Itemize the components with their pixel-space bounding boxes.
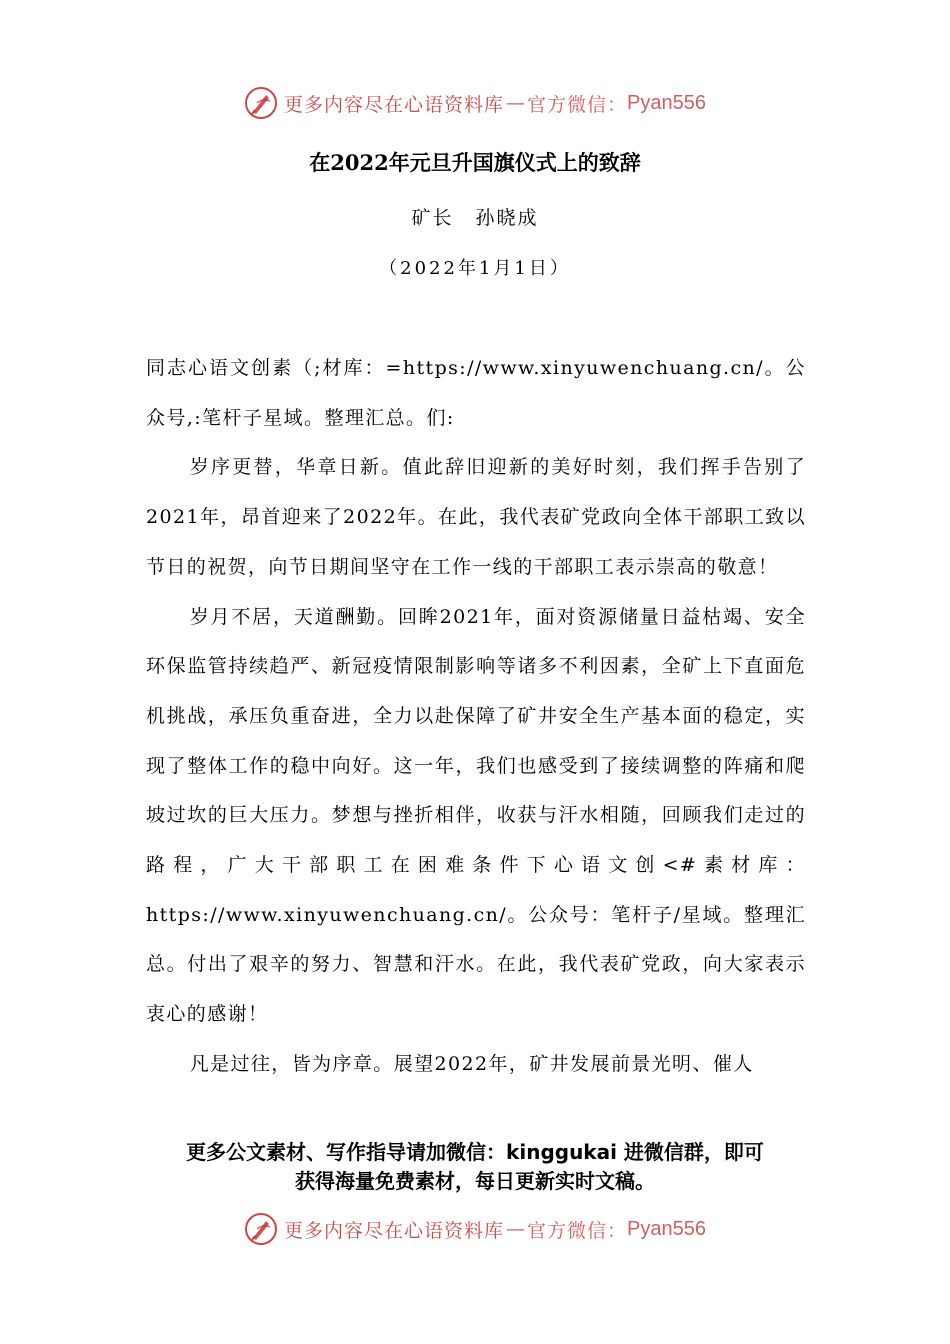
watermark-text: 更多内容尽在心语资料库	[284, 93, 505, 116]
document-title: 在2022年元旦升国旗仪式上的致辞	[309, 150, 641, 175]
author-name: 孙晓成	[475, 207, 539, 229]
quill-pen-logo-icon	[244, 1212, 278, 1246]
watermark-wechat-label: 官方微信：	[527, 1219, 628, 1242]
watermark-text: 更多内容尽在心语资料库	[284, 1219, 505, 1242]
document-body	[146, 344, 806, 1090]
salutation: 同志心语文创素（;材库：=https://www.xinyuwenchuang.cn/。公众号,:笔杆子星域。整理汇总。们:	[146, 357, 806, 429]
watermark-dash: —	[506, 92, 526, 114]
document-author	[0, 203, 950, 230]
author-role: 矿长	[411, 207, 454, 229]
paragraph-2: 岁月不居，天道酬勤。回眸2021年，面对资源储量日益枯竭、安全环保监管持续趋严、新冠疫情限制影响等诸多不利因素，全矿上下直面危机挑战，承压负重奋进，全力以赴保障了矿井安全生产基本面的稳定，实现了整体工作的稳中向好。这一年，我们也感受到了接续调整的阵痛和爬坡过坎的巨大压力。梦想与挫折相伴，收获与汗水相随，回顾我们走过的路程，广大干部职工在困难条件下心语文创<#素材库：https://www.xinyuwenchuang.cn/。公众号：笔杆子/星域。整理汇总。付出了艰辛的努力、智慧和汗水。在此，我代表矿党政，向大家表示衷心的感谢！	[146, 605, 806, 1026]
watermark-banner-top	[0, 83, 950, 123]
quill-pen-logo-icon	[244, 86, 278, 120]
watermark-wechat-id: Pyan556	[627, 91, 706, 114]
watermark-wechat-label: 官方微信：	[527, 93, 628, 116]
paragraph-3: 凡是过往，皆为序章。展望2022年，矿井发展前景光明、催人	[189, 1052, 754, 1075]
promo-note	[0, 1138, 950, 1196]
document-date: （2022年1月1日）	[379, 258, 571, 279]
promo-line-1: 更多公文素材、写作指导请加微信：kinggukai 进微信群，即可	[186, 1140, 764, 1164]
watermark-wechat-id: Pyan556	[627, 1217, 706, 1240]
paragraph-1: 岁序更替，华章日新。值此辞旧迎新的美好时刻，我们挥手告别了2021年，昂首迎来了2022年。在此，我代表矿党政向全体干部职工致以节日的祝贺，向节日期间坚守在工作一线的干部职工表示崇高的敬意！	[146, 456, 806, 578]
promo-line-2: 获得海量免费素材，每日更新实时文稿。	[295, 1169, 655, 1193]
watermark-dash: —	[506, 1218, 526, 1240]
watermark-banner-bottom	[0, 1209, 950, 1249]
